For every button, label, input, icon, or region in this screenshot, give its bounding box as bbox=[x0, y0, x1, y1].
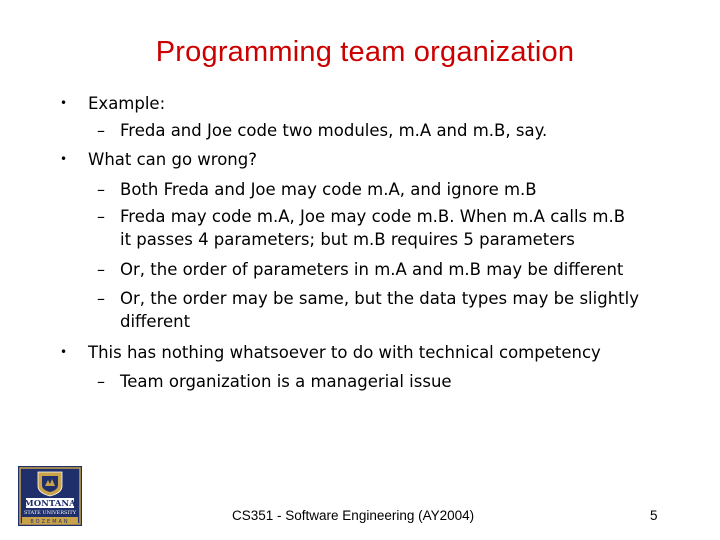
dash-icon: – bbox=[97, 260, 105, 279]
dash-icon: – bbox=[97, 121, 105, 140]
sub-bullet-item: Freda may code m.A, Joe may code m.B. When m.A calls m.B it passes 4 parameters; but m.B requires 5 parameters bbox=[120, 207, 626, 249]
svg-text:STATE UNIVERSITY: STATE UNIVERSITY bbox=[23, 510, 77, 516]
dash-icon: – bbox=[97, 180, 105, 199]
bullet-item: Example: bbox=[88, 94, 166, 113]
slide-footer: CS351 - Software Engineering (AY2004) bbox=[232, 508, 475, 523]
bullet-icon: • bbox=[60, 345, 68, 359]
svg-text:BOZEMAN: BOZEMAN bbox=[30, 519, 70, 525]
dash-icon: – bbox=[97, 289, 105, 308]
sub-bullet-item: Both Freda and Joe may code m.A, and ignore m.B bbox=[120, 180, 537, 199]
sub-bullet-item: Freda and Joe code two modules, m.A and m.B, say. bbox=[120, 121, 548, 140]
sub-bullet-item: Or, the order may be same, but the data types may be slightly different bbox=[120, 289, 639, 331]
bullet-icon: • bbox=[60, 96, 68, 110]
montana-state-logo bbox=[18, 466, 82, 526]
bullet-item: This has nothing whatsoever to do with technical competency bbox=[88, 343, 601, 362]
page-number: 5 bbox=[650, 508, 658, 523]
dash-icon: – bbox=[97, 207, 105, 226]
bullet-icon: • bbox=[60, 152, 68, 166]
dash-icon: – bbox=[97, 372, 105, 391]
sub-bullet-item: Team organization is a managerial issue bbox=[120, 372, 452, 391]
bullet-item: What can go wrong? bbox=[88, 150, 257, 169]
sub-bullet-item: Or, the order of parameters in m.A and m.B may be different bbox=[120, 260, 624, 279]
slide-title: Programming team organization bbox=[155, 36, 575, 68]
svg-text:MONTANA: MONTANA bbox=[24, 499, 76, 509]
